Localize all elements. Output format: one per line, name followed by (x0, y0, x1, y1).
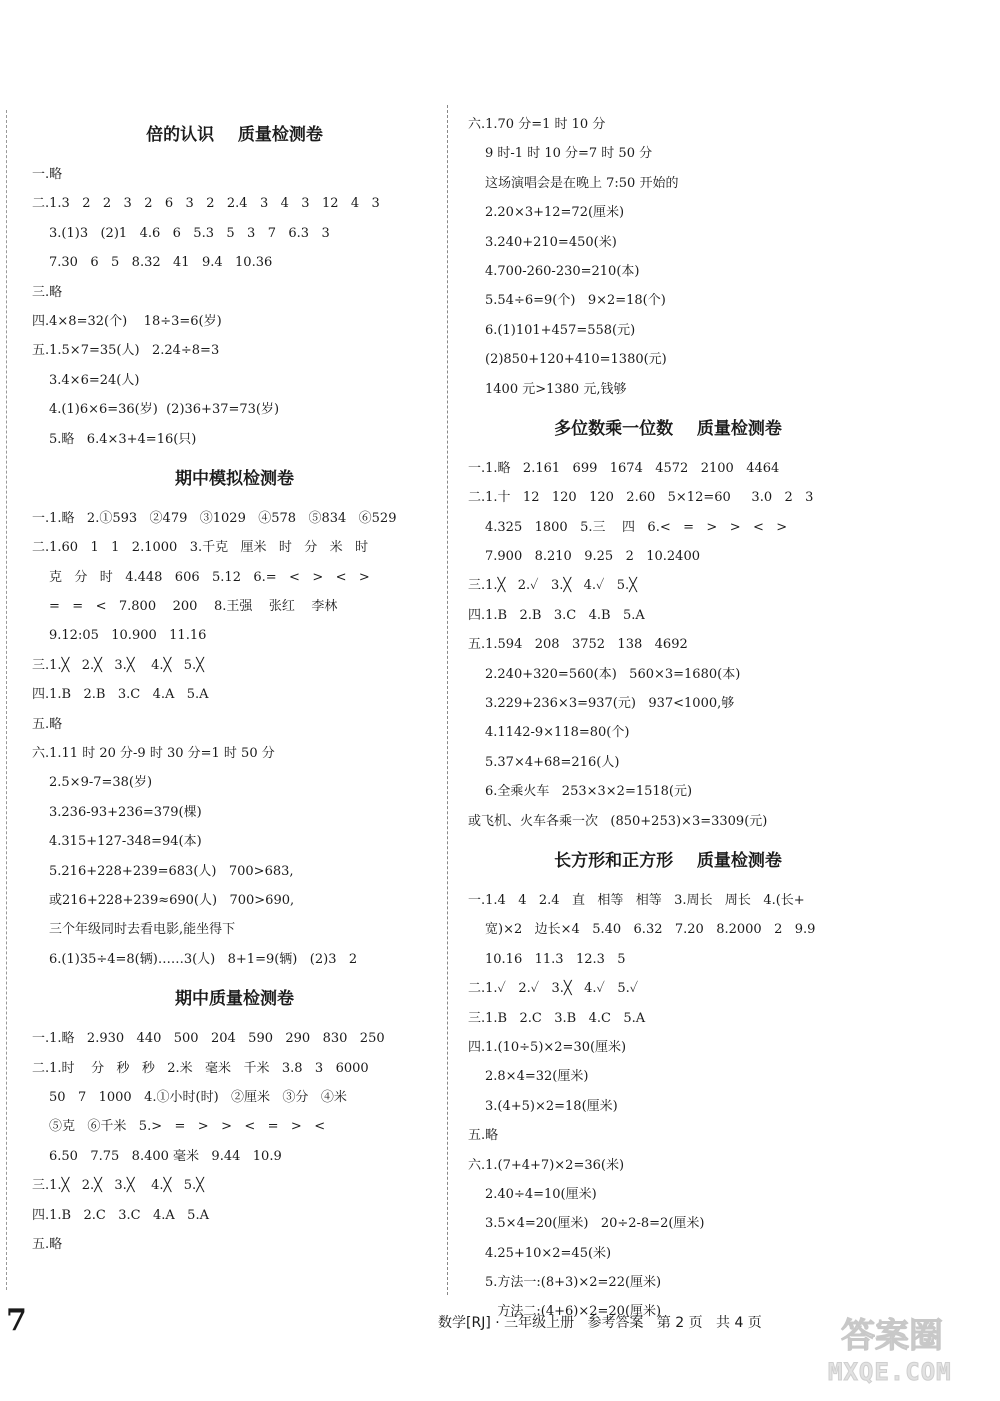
answer-line: 3.229+236×3=937(元) 937<1000,够 (485, 696, 735, 712)
answer-line: 六.1.70 分=1 时 10 分 (468, 117, 606, 132)
answer-line: 4.25+10×2=45(米) (485, 1245, 612, 1261)
answer-line: (2)850+120+410=1380(元) (485, 352, 667, 368)
answer-line: 3.236-93+236=379(棵) (49, 804, 202, 820)
answer-line: 6.全乘火车 253×3×2=1518(元) (485, 784, 693, 800)
answer-line: 三.1.B 2.C 3.B 4.C 5.A (468, 1010, 646, 1026)
answer-line: 或飞机、火车各乘一次 (850+253)×3=3309(元) (468, 813, 768, 829)
answer-line: 6.50 7.75 8.400 毫米 9.44 10.9 (49, 1148, 282, 1164)
answer-line: 7.30 6 5 8.32 41 9.4 10.36 (49, 255, 273, 271)
answer-line: 四.1.B 2.B 3.C 4.A 5.A (32, 687, 209, 703)
answer-line: 3.4×6=24(人) (49, 372, 140, 388)
answer-line: 4.1142-9×118=80(个) (485, 725, 630, 741)
answer-line: 10.16 11.3 12.3 5 (485, 951, 626, 967)
answer-line: 五.略 (32, 716, 63, 732)
answer-line: 2.20×3+12=72(厘米) (485, 205, 625, 221)
section-title: 多位数乘一位数 质量检测卷 (554, 418, 782, 439)
answers-right-column (468, 110, 868, 1327)
answer-line: 6.(1)35÷4=8(辆)……3(人) 8+1=9(辆) (2)3 2 (49, 951, 358, 967)
answer-line: = = < 7.800 200 8.王强 张红 李林 (49, 599, 338, 615)
answer-line: 一.1.略 2.161 699 1674 4572 2100 4464 (468, 460, 780, 476)
section-title: 长方形和正方形 质量检测卷 (554, 850, 782, 871)
answer-line: 4.700-260-230=210(本) (485, 263, 640, 279)
answer-line: 二.1.时 分 秒 秒 2.米 毫米 千米 3.8 3 6000 (32, 1060, 369, 1076)
answer-line: 四.4×8=32(个) 18÷3=6(岁) (32, 313, 222, 329)
answer-line: 4.325 1800 5.三 四 6.< = > > < > (485, 519, 788, 535)
answer-line: 宽)×2 边长×4 5.40 6.32 7.20 8.2000 2 9.9 (485, 922, 816, 938)
watermark-logo-text: 答案圈 (841, 1316, 943, 1356)
section-title: 倍的认识 质量检测卷 (146, 125, 323, 145)
answer-line: 方法二:(4+6)×2=20(厘米) (485, 1304, 662, 1320)
answer-line: 一.略 (32, 167, 63, 182)
answer-line: 三.1.╳ 2.✓ 3.╳ 4.✓ 5.╳ (468, 578, 637, 594)
answer-line: 一.1.略 2.①593 ②479 ③1029 ④578 ⑤834 ⑥529 (32, 510, 397, 526)
answer-line: 2.40÷4=10(厘米) (485, 1186, 597, 1202)
footer-caption: 数学[RJ] · 三年级上册 参考答案 第 2 页 共 4 页 (438, 1315, 762, 1331)
answer-line: 二.1.60 1 1 2.1000 3.千克 厘米 时 分 米 时 (32, 540, 369, 556)
answer-line: 5.方法一:(8+3)×2=22(厘米) (485, 1275, 662, 1291)
answer-line: 3.(1)3 (2)1 4.6 6 5.3 5 3 7 6.3 3 (49, 225, 330, 241)
answer-line: ⑤克 ⑥千米 5.> = > > < = > < (49, 1119, 326, 1135)
answer-line: 7.900 8.210 9.25 2 10.2400 (485, 549, 700, 565)
answer-line: 9.12:05 10.900 11.16 (49, 628, 207, 644)
watermark-url: MXQE.COM (828, 1358, 952, 1386)
cut-line (6, 110, 7, 1290)
watermark-logo (812, 1308, 972, 1354)
answer-line: 四.1.B 2.C 3.C 4.A 5.A (32, 1207, 209, 1223)
answer-line: 六.1.11 时 20 分-9 时 30 分=1 时 50 分 (32, 746, 275, 762)
answer-line: 3.(4+5)×2=18(厘米) (485, 1098, 618, 1114)
answer-line: 四.1.B 2.B 3.C 4.B 5.A (468, 607, 645, 623)
answer-line: 二.1.十 12 120 120 2.60 5×12=60 3.0 2 3 (468, 490, 814, 506)
column-divider (447, 105, 448, 1295)
answer-line: 9 时-1 时 10 分=7 时 50 分 (485, 146, 653, 162)
answer-line: 5.216+228+239=683(人) 700>683, (49, 863, 294, 879)
answer-line: 三个年级同时去看电影,能坐得下 (49, 922, 236, 938)
answers-left-column (32, 110, 437, 1259)
answer-line: 二.1.✓ 2.✓ 3.╳ 4.✓ 5.✓ (468, 981, 639, 997)
answer-line: 四.1.(10÷5)×2=30(厘米) (468, 1039, 627, 1055)
answer-line: 这场演唱会是在晚上 7:50 开始的 (485, 175, 679, 191)
answer-line: 五.略 (32, 1236, 63, 1252)
answer-line: 2.8×4=32(厘米) (485, 1069, 589, 1085)
answer-line: 4.315+127-348=94(本) (49, 834, 202, 850)
answer-line: 三.1.╳ 2.╳ 3.╳ 4.╳ 5.╳ (32, 657, 205, 673)
answer-line: 50 7 1000 4.①小时(时) ②厘米 ③分 ④米 (49, 1089, 347, 1105)
answer-line: 2.240+320=560(本) 560×3=1680(本) (485, 666, 741, 682)
answer-line: 五.略 (468, 1128, 499, 1144)
answer-line: 5.略 6.4×3+4=16(只) (49, 431, 197, 447)
answer-line: 4.(1)6×6=36(岁) (2)36+37=73(岁) (49, 402, 280, 418)
answer-line: 二.1.3 2 2 3 2 6 3 2 2.4 3 4 3 12 4 3 (32, 196, 380, 212)
page-number: 7 (6, 1303, 27, 1338)
answer-line: 五.1.594 208 3752 138 4692 (468, 637, 688, 653)
section-title: 期中模拟检测卷 (175, 468, 294, 489)
answer-line: 克 分 时 4.448 606 5.12 6.= < > < > (49, 569, 370, 585)
answer-line: 1400 元>1380 元,钱够 (485, 381, 627, 397)
section-title: 期中质量检测卷 (175, 989, 294, 1010)
answer-line: 一.1.略 2.930 440 500 204 590 290 830 250 (32, 1031, 385, 1047)
answer-line: 三.略 (32, 284, 63, 300)
answer-line: 5.37×4+68=216(人) (485, 754, 620, 770)
answer-line: 或216+228+239≈690(人) 700>690, (49, 892, 295, 908)
answer-line: 五.1.5×7=35(人) 2.24÷8=3 (32, 343, 220, 359)
answer-line: 6.(1)101+457=558(元) (485, 322, 636, 338)
answer-line: 5.54÷6=9(个) 9×2=18(个) (485, 293, 666, 309)
answer-line: 六.1.(7+4+7)×2=36(米) (468, 1157, 625, 1173)
answer-line: 3.5×4=20(厘米) 20÷2-8=2(厘米) (485, 1216, 705, 1232)
answer-line: 一.1.4 4 2.4 直 相等 相等 3.周长 周长 4.(长+ (468, 892, 805, 908)
answer-line: 3.240+210=450(米) (485, 234, 617, 250)
answer-line: 三.1.╳ 2.╳ 3.╳ 4.╳ 5.╳ (32, 1178, 205, 1194)
answer-line: 2.5×9-7=38(岁) (49, 775, 153, 791)
